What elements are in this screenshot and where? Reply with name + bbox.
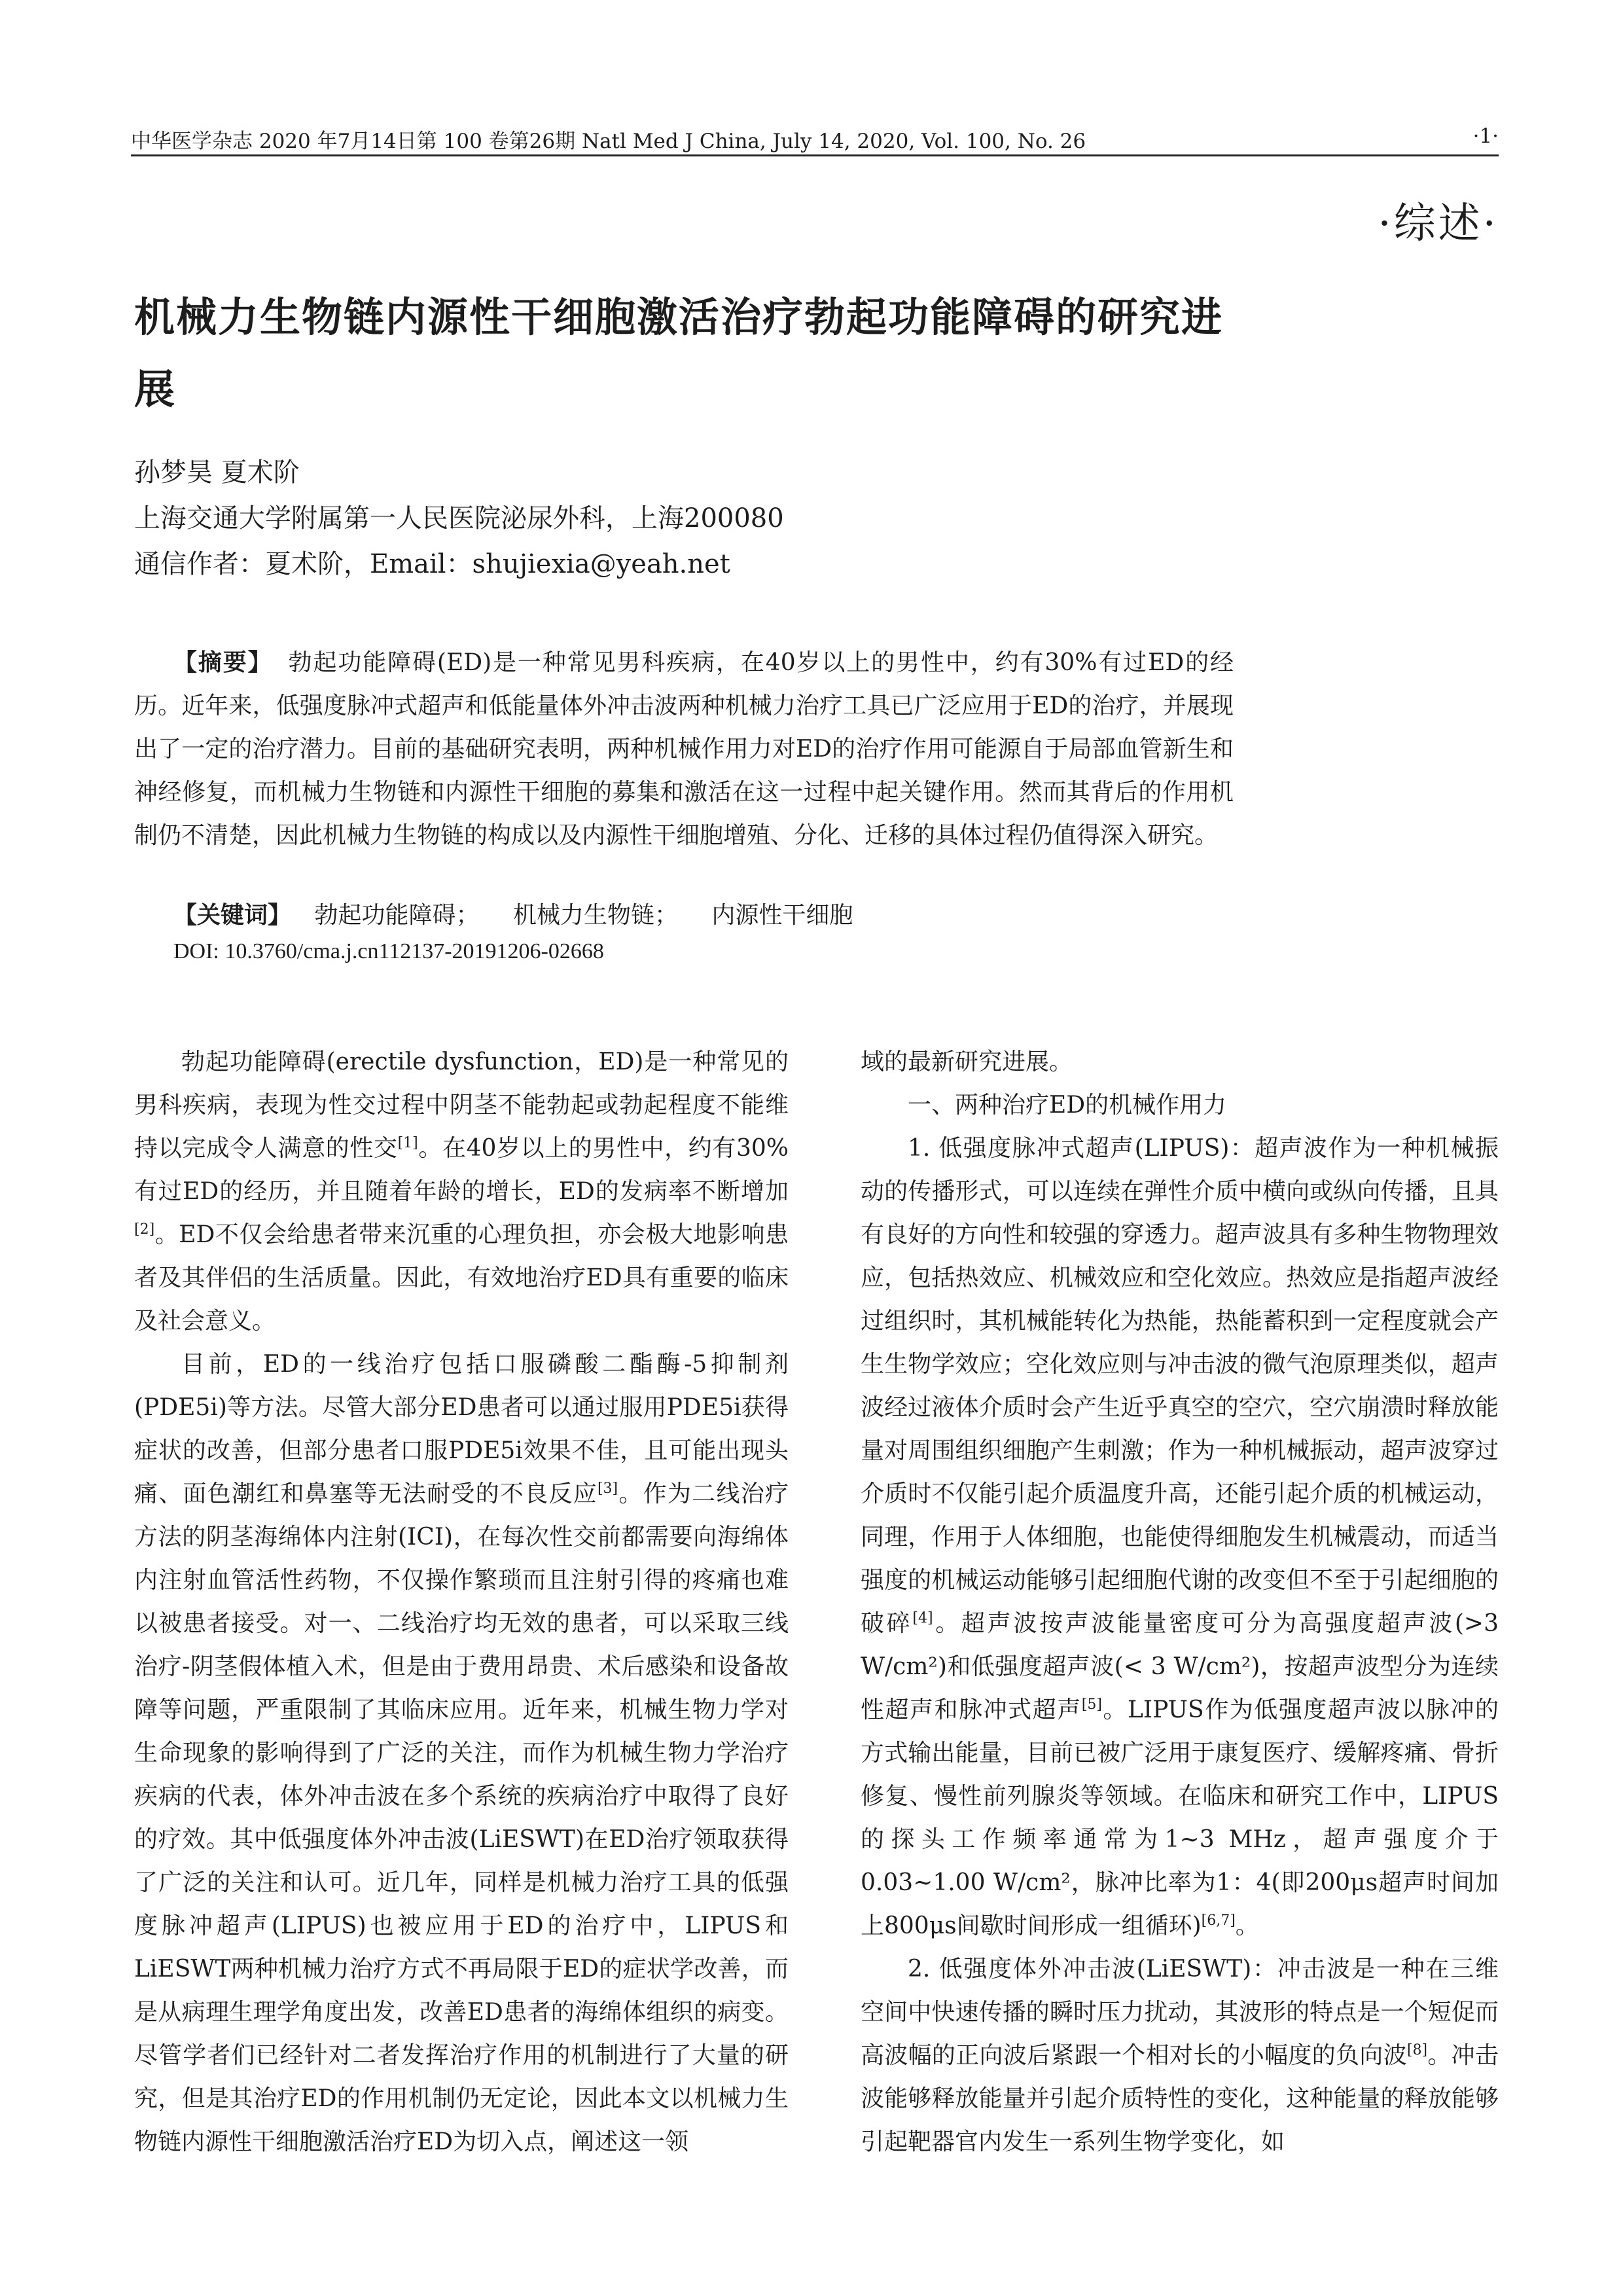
text-run: 1. 低强度脉冲式超声(LIPUS)：超声波作为一种机械振动的传播形式，可以连续在弹性介质中横向或纵向传播，且具有良好的方向性和较强的穿透力。超声波具有多种生物物理效应，包括热效应、机械效应和空化效应。热效应是指超声波经过组织时，其机械能转化为热能，热能蓄积到一定程度就会产生生物学效应；空化效应则与冲击波的微气泡原理类似，超声波经过液体介质时会产生近乎真空的空穴，空穴崩溃时释放能量对周围组织细胞产生刺激；作为一种机械振动，超声波穿过介质时不仅能引起介质温度升高，还能引起介质的机械运动，同理，作用于人体细胞，也能使得细胞发生机械震动，而适当强度的机械运动能够引起细胞代谢的改变但不至于引起细胞的破碎: [861, 1135, 1499, 1637]
header-rule: [131, 154, 1499, 156]
citation-ref: [4]: [912, 1610, 933, 1626]
text-run: 。ED不仅会给患者带来沉重的心理负担，亦会极大地影响患者及其伴侣的生活质量。因此，有效地治疗ED具有重要的临床及社会意义。: [134, 1221, 789, 1335]
abstract: [134, 641, 1234, 857]
citation-ref: [5]: [1081, 1696, 1102, 1713]
body-column-right: [861, 1041, 1499, 2164]
text-run: 。作为二线治疗方法的阴茎海绵体内注射(ICI)，在每次性交前都需要向海绵体内注射血管活性药物，不仅操作繁琐而且注射引得的疼痛也难以被患者接受。对一、二线治疗均无效的患者，可以采取三线治疗-阴茎假体植入术，但是由于费用昂贵、术后感染和设备故障等问题，严重限制了其临床应用。近年来，机械生物力学对生命现象的影响得到了广泛的关注，而作为机械生物力学治疗疾病的代表，体外冲击波在多个系统的疾病治疗中取得了良好的疗效。其中低强度体外冲击波(LiESWT)在ED治疗领取获得了广泛的关注和认可。近几年，同样是机械力治疗工具的低强度脉冲超声(LIPUS)也被应用于ED的治疗中，LIPUS和LiESWT两种机械力治疗方式不再局限于ED的症状学改善，而是从病理生理学角度出发，改善ED患者的海绵体组织的病变。尽管学者们已经针对二者发挥治疗作用的机制进行了大量的研究，但是其治疗ED的作用机制仍无定论，因此本文以机械力生物链内源性干细胞激活治疗ED为切入点，阐述这一领: [134, 1480, 789, 2155]
text-run: 。冲击波能够释放能量并引起介质特性的变化，这种能量的释放能够引起靶器官内发生一系列生物学变化，如: [861, 2042, 1499, 2155]
keyword: 勃起功能障碍；: [314, 902, 480, 929]
paragraph: [861, 1127, 1499, 1948]
keyword: 机械力生物链；: [512, 902, 678, 929]
text-run: 目前，ED的一线治疗包括口服磷酸二酯酶-5抑制剂(PDE5i)等方法。尽管大部分ED患者可以通过服用PDE5i获得症状的改善，但部分患者口服PDE5i效果不佳，且可能出现头痛、面色潮红和鼻塞等无法耐受的不良反应: [134, 1351, 789, 1507]
citation-ref: [6,7]: [1201, 1912, 1236, 1929]
journal-citation: 中华医学杂志 2020 年7月14日第 100 卷第26期 Natl Med J China, July 14, 2020, Vol. 100, No. 26: [131, 130, 1086, 153]
abstract-label: 【摘要】: [173, 649, 273, 676]
keyword: 内源性干细胞: [711, 902, 853, 929]
paragraph: [134, 1343, 789, 2164]
citation-ref: [8]: [1406, 2042, 1428, 2058]
text-run: 。超声波按声波能量密度可分为高强度超声波(>3 W/cm²)和低强度超声波(< 3 W/cm²)，按超声波型分为连续性超声和脉冲式超声: [861, 1610, 1499, 1723]
keywords-label: 【关键词】: [173, 902, 292, 929]
paragraph: [861, 1948, 1499, 2164]
body-column-left: [134, 1041, 789, 2164]
citation-ref: [1]: [397, 1135, 418, 1151]
citation-ref: [2]: [134, 1221, 155, 1238]
text-run: 。: [1235, 1912, 1259, 1939]
correspondence: 通信作者：夏术阶，Email：shujiexia@yeah.net: [134, 549, 730, 579]
article-title: 机械力生物链内源性干细胞激活治疗勃起功能障碍的研究进展: [134, 293, 1224, 413]
text-run: 。在40岁以上的男性中，约有30%有过ED的经历，并且随着年龄的增长，ED的发病率不断增加: [134, 1135, 789, 1205]
keywords: [173, 897, 879, 930]
affiliation: 上海交通大学附属第一人民医院泌尿外科，上海200080: [134, 503, 784, 533]
abstract-text: 勃起功能障碍(ED)是一种常见男科疾病，在40岁以上的男性中，约有30%有过ED的经历。近年来，低强度脉冲式超声和低能量体外冲击波两种机械力治疗工具已广泛应用于ED的治疗，并展现出了一定的治疗潜力。目前的基础研究表明，两种机械作用力对ED的治疗作用可能源自于局部血管新生和神经修复，而机械力生物链和内源性干细胞的募集和激活在这一过程中起关键作用。然而其背后的作用机制仍不清楚，因此机械力生物链的构成以及内源性干细胞增殖、分化、迁移的具体过程仍值得深入研究。: [134, 649, 1234, 849]
author-list: 孙梦昊 夏术阶: [134, 457, 300, 488]
doi: DOI: 10.3760/cma.j.cn112137-20191206-02668: [173, 939, 604, 963]
page-number: ·1·: [1472, 124, 1499, 148]
citation-ref: [3]: [597, 1480, 618, 1497]
paragraph: [134, 1041, 789, 1343]
paragraph-continuation: 域的最新研究进展。: [861, 1049, 1073, 1075]
text-run: 。LIPUS作为低强度超声波以脉冲的方式输出能量，目前已被广泛用于康复医疗、缓解疼痛、骨折修复、慢性前列腺炎等领域。在临床和研究工作中，LIPUS的探头工作频率通常为1~3 MHz，超声强度介于0.03~1.00 W/cm²，脉冲比率为1：4(即200μs超声时间加上800μs间歇时间形成一组循环): [861, 1696, 1499, 1939]
text-run: 勃起功能障碍(erectile dysfunction，ED)是一种常见的男科疾病，表现为性交过程中阴茎不能勃起或勃起程度不能维持以完成令人满意的性交: [134, 1049, 789, 1162]
text-run: 2. 低强度体外冲击波(LiESWT)：冲击波是一种在三维空间中快速传播的瞬时压力扰动，其波形的特点是一个短促而高波幅的正向波后紧跟一个相对长的小幅度的负向波: [861, 1956, 1499, 2069]
running-header: [131, 118, 1499, 157]
section-label: ·综述·: [1378, 200, 1499, 248]
section-heading: 一、两种治疗ED的机械作用力: [908, 1092, 1227, 1119]
